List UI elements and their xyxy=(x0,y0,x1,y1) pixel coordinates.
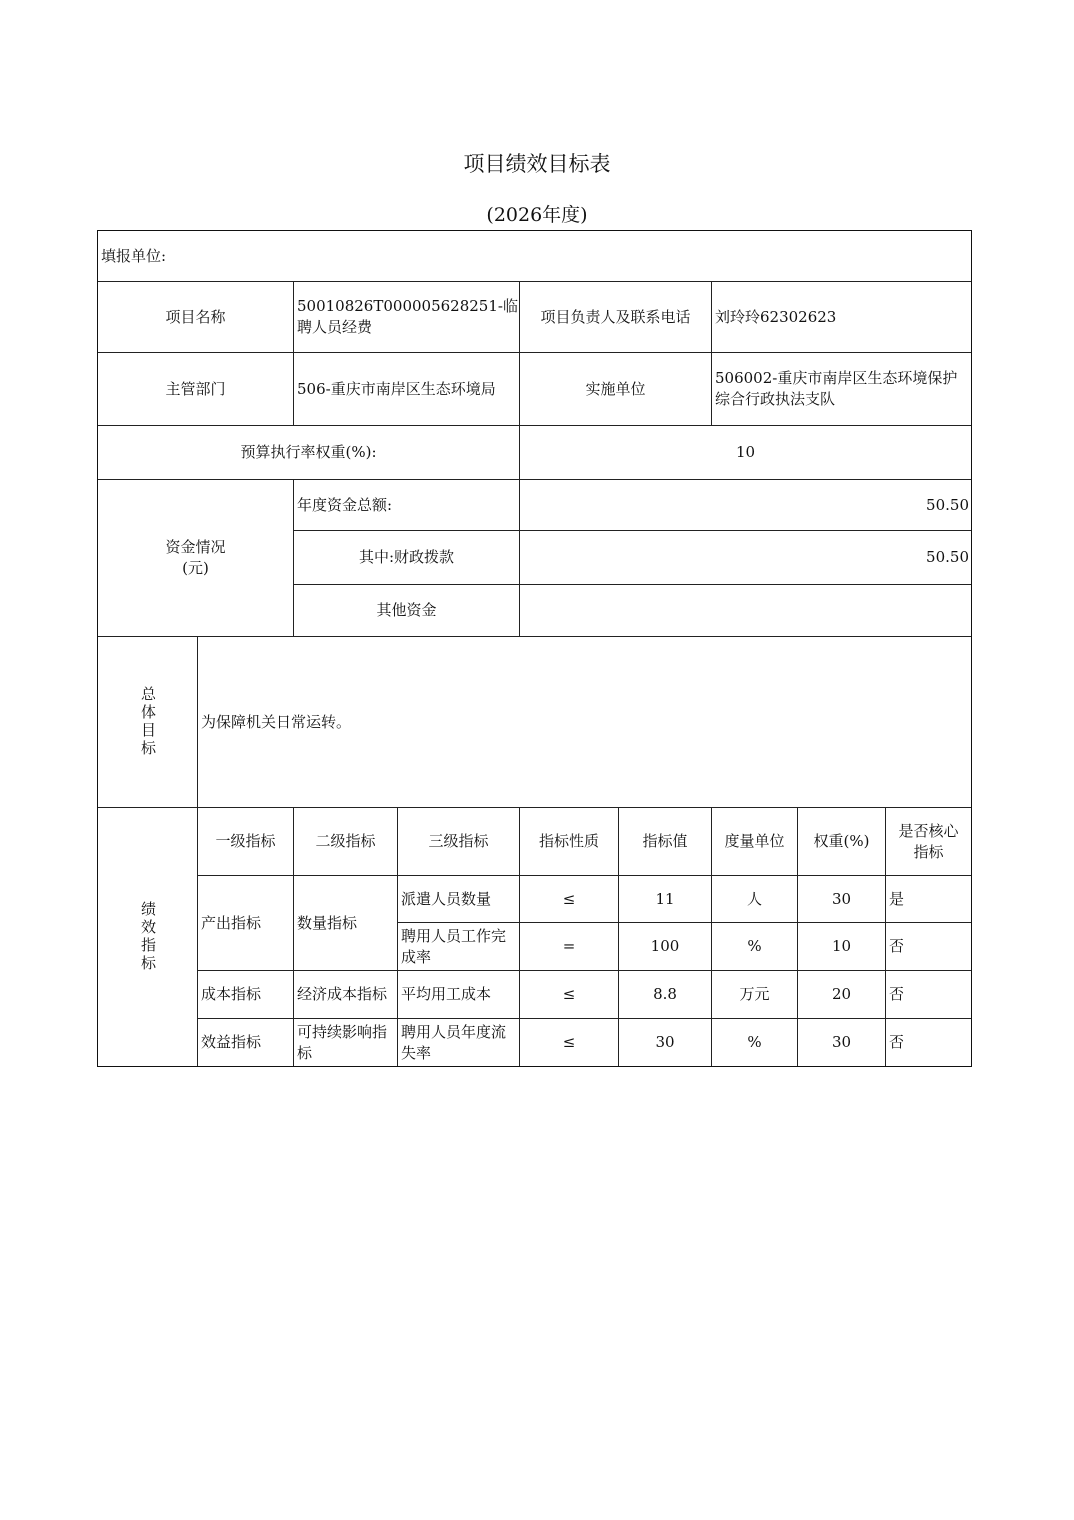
indicators-label: 绩效指标 xyxy=(139,901,157,973)
goal-text-cell xyxy=(197,636,972,808)
impl-label: 实施单位 xyxy=(585,379,646,398)
header-level2-text: 二级指标 xyxy=(315,832,376,850)
weight-text: 30 xyxy=(831,1033,852,1051)
value-text: 8.8 xyxy=(653,985,677,1003)
funds-fiscal-label-cell xyxy=(293,530,520,585)
nature-text: ≤ xyxy=(562,985,576,1003)
impl-value-cell xyxy=(711,352,972,426)
header-core-text: 是否核心指标 xyxy=(898,821,959,861)
weight-cell xyxy=(797,875,886,923)
funds-label-cell xyxy=(97,479,294,637)
nature-text: ≤ xyxy=(562,1033,576,1051)
budget-weight-value-cell xyxy=(519,425,972,480)
value-cell xyxy=(618,875,712,923)
unit-cell xyxy=(711,1018,798,1067)
value-text: 11 xyxy=(655,889,675,908)
funds-fiscal-label: 其中:财政拨款 xyxy=(358,548,455,566)
indicators-label-cell xyxy=(97,807,198,1067)
budget-weight-label-cell xyxy=(97,425,520,480)
core-text: 否 xyxy=(889,1033,905,1051)
nature-cell xyxy=(519,1018,619,1067)
weight-text: 30 xyxy=(831,889,852,908)
level3-text: 平均用工成本 xyxy=(401,985,492,1003)
nature-text: = xyxy=(562,937,576,955)
header-weight xyxy=(797,807,886,876)
funds-label: 资金情况 xyxy=(165,538,226,556)
core-text: 是 xyxy=(889,889,905,908)
goal-label: 总体目标 xyxy=(139,686,157,758)
project-owner-label-cell xyxy=(519,281,712,353)
core-cell xyxy=(885,922,972,971)
header-value xyxy=(618,807,712,876)
group-level1-text: 效益指标 xyxy=(201,1033,262,1051)
weight-cell xyxy=(797,970,886,1019)
unit-text: 万元 xyxy=(739,985,770,1003)
project-name-label: 项目名称 xyxy=(165,307,226,326)
funds-total-label: 年度资金总额: xyxy=(297,495,393,514)
unit-cell xyxy=(711,875,798,923)
header-level3 xyxy=(397,807,520,876)
nature-text: ≤ xyxy=(562,889,576,908)
budget-weight-value: 10 xyxy=(735,443,756,461)
weight-cell xyxy=(797,1018,886,1067)
unit-cell xyxy=(711,922,798,971)
budget-weight-label: 预算执行率权重(%): xyxy=(240,443,377,461)
group-level2-sustainable xyxy=(293,1018,398,1067)
core-cell xyxy=(885,970,972,1019)
header-unit-text: 度量单位 xyxy=(724,832,785,850)
header-level1 xyxy=(197,807,294,876)
project-owner-value-cell xyxy=(711,281,972,353)
value-cell xyxy=(618,1018,712,1067)
impl-label-cell xyxy=(519,352,712,426)
value-cell xyxy=(618,970,712,1019)
unit-text: % xyxy=(747,1033,762,1051)
header-nature xyxy=(519,807,619,876)
funds-other-label: 其他资金 xyxy=(376,601,437,619)
level3-cell xyxy=(397,922,520,971)
header-unit xyxy=(711,807,798,876)
impl-value: 506002-重庆市南岸区生态环境保护综合行政执法支队 xyxy=(715,369,958,408)
header-nature-text: 指标性质 xyxy=(538,832,599,850)
level3-text: 派遣人员数量 xyxy=(401,889,492,908)
group-level2-text: 经济成本指标 xyxy=(297,985,388,1003)
funds-total-value-cell xyxy=(519,479,972,531)
level3-cell xyxy=(397,875,520,923)
funds-fiscal-value: 50.50 xyxy=(926,548,969,566)
dept-label-cell xyxy=(97,352,294,426)
value-text: 100 xyxy=(650,937,680,955)
level3-text: 聘用人员工作完成率 xyxy=(401,926,507,966)
header-core xyxy=(885,807,972,876)
core-text: 否 xyxy=(889,937,905,955)
funds-total-label-cell xyxy=(293,479,520,531)
header-level1-text: 一级指标 xyxy=(215,832,276,850)
project-owner-value: 刘玲玲62302623 xyxy=(715,307,837,326)
group-level1-text: 产出指标 xyxy=(201,913,262,932)
group-level2-text: 数量指标 xyxy=(297,913,358,932)
group-level1-benefit xyxy=(197,1018,294,1067)
core-text: 否 xyxy=(889,985,905,1003)
unit-text: % xyxy=(747,937,762,955)
core-cell xyxy=(885,1018,972,1067)
funds-total-value: 50.50 xyxy=(926,495,969,514)
dept-value-cell xyxy=(293,352,520,426)
document-title: 项目绩效目标表 xyxy=(463,152,611,176)
unit-cell xyxy=(711,970,798,1019)
group-level2-quantity xyxy=(293,875,398,971)
header-level3-text: 三级指标 xyxy=(428,832,489,850)
group-level2-economic xyxy=(293,970,398,1019)
project-name-value: 50010826T000005628251-临聘人员经费 xyxy=(297,297,518,336)
funds-unit: (元) xyxy=(182,559,209,577)
level3-cell xyxy=(397,970,520,1019)
level3-cell xyxy=(397,1018,520,1067)
project-owner-label: 项目负责人及联系电话 xyxy=(540,307,691,326)
header-value-text: 指标值 xyxy=(642,832,688,850)
reporting-unit-cell xyxy=(97,230,972,282)
goal-label-cell xyxy=(97,636,198,808)
weight-cell xyxy=(797,922,886,971)
funds-other-value-cell xyxy=(519,584,972,637)
group-level1-text: 成本指标 xyxy=(201,985,262,1003)
project-name-label-cell xyxy=(97,281,294,353)
header-level2 xyxy=(293,807,398,876)
weight-text: 10 xyxy=(831,937,852,955)
nature-cell xyxy=(519,875,619,923)
value-text: 30 xyxy=(655,1033,675,1051)
funds-fiscal-value-cell xyxy=(519,530,972,585)
group-level1-cost xyxy=(197,970,294,1019)
dept-label: 主管部门 xyxy=(165,379,226,398)
weight-text: 20 xyxy=(831,985,852,1003)
goal-text: 为保障机关日常运转。 xyxy=(201,712,352,731)
value-cell xyxy=(618,922,712,971)
nature-cell xyxy=(519,922,619,971)
nature-cell xyxy=(519,970,619,1019)
project-name-value-cell xyxy=(293,281,520,353)
core-cell xyxy=(885,875,972,923)
header-weight-text: 权重(%) xyxy=(813,832,870,850)
funds-other-label-cell xyxy=(293,584,520,637)
reporting-unit-label: 填报单位: xyxy=(101,246,167,265)
unit-text: 人 xyxy=(746,889,762,908)
dept-value: 506-重庆市南岸区生态环境局 xyxy=(297,379,496,398)
group-level2-text: 可持续影响指标 xyxy=(297,1022,388,1062)
level3-text: 聘用人员年度流失率 xyxy=(401,1022,507,1062)
group-level1-output xyxy=(197,875,294,971)
document-year: (2026年度) xyxy=(486,204,588,226)
